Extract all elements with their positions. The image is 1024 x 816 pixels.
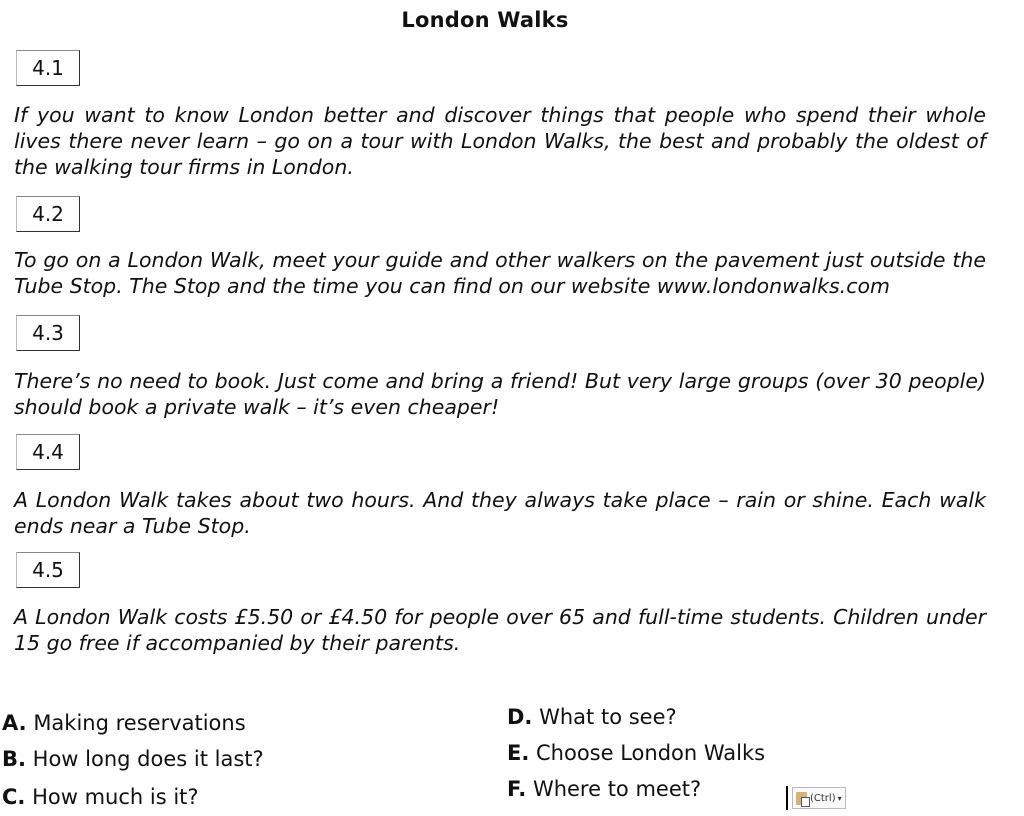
- option-text: What to see?: [539, 705, 677, 729]
- section-number: 4.1: [16, 50, 80, 86]
- option-letter: D.: [507, 705, 533, 729]
- option-letter: B.: [2, 747, 26, 771]
- chevron-down-icon: ▾: [837, 793, 842, 803]
- option-d: [507, 704, 677, 730]
- section-number: 4.2: [16, 196, 80, 232]
- option-letter: F.: [507, 777, 527, 801]
- option-letter: C.: [2, 785, 26, 809]
- option-text: Making reservations: [33, 711, 246, 735]
- clipboard-icon: [796, 792, 807, 805]
- option-text: Where to meet?: [532, 777, 702, 801]
- document-title: London Walks: [401, 8, 569, 32]
- option-b: [2, 746, 264, 772]
- paste-options-button[interactable]: [792, 787, 846, 809]
- option-f: [507, 776, 701, 802]
- option-letter: A.: [2, 711, 27, 735]
- option-text: How long does it last?: [32, 747, 264, 771]
- section-number: 4.3: [16, 315, 80, 351]
- section-text: A London Walk costs £5.50 or £4.50 for people over 65 and full-time students. Children under 15 go free if accompanied by their parents.: [14, 605, 986, 655]
- paste-options: [786, 786, 846, 810]
- option-a: [2, 710, 246, 736]
- section-text: A London Walk takes about two hours. And they always take place – rain or shine. Each walk ends near a Tube Stop.: [14, 488, 986, 538]
- option-e: [507, 740, 765, 766]
- section-number: 4.4: [16, 434, 80, 470]
- text-cursor: [786, 786, 788, 810]
- section-number: 4.5: [16, 552, 80, 588]
- option-text: How much is it?: [32, 785, 199, 809]
- paste-options-label: (Ctrl): [810, 792, 836, 804]
- option-letter: E.: [507, 741, 530, 765]
- section-text: To go on a London Walk, meet your guide and other walkers on the pavement just outside the Tube Stop. The Stop and the time you can find on our website www.londonwalks.com: [14, 248, 986, 298]
- option-c: [2, 784, 199, 810]
- section-text: If you want to know London better and discover things that people who spend their whole lives there never learn – go on a tour with London Walks, the best and probably the oldest of the walking tour firms in London.: [14, 103, 986, 179]
- option-text: Choose London Walks: [536, 741, 766, 765]
- section-text: There’s no need to book. Just come and bring a friend! But very large groups (over 30 people) should book a private walk – it’s even cheaper!: [14, 369, 986, 419]
